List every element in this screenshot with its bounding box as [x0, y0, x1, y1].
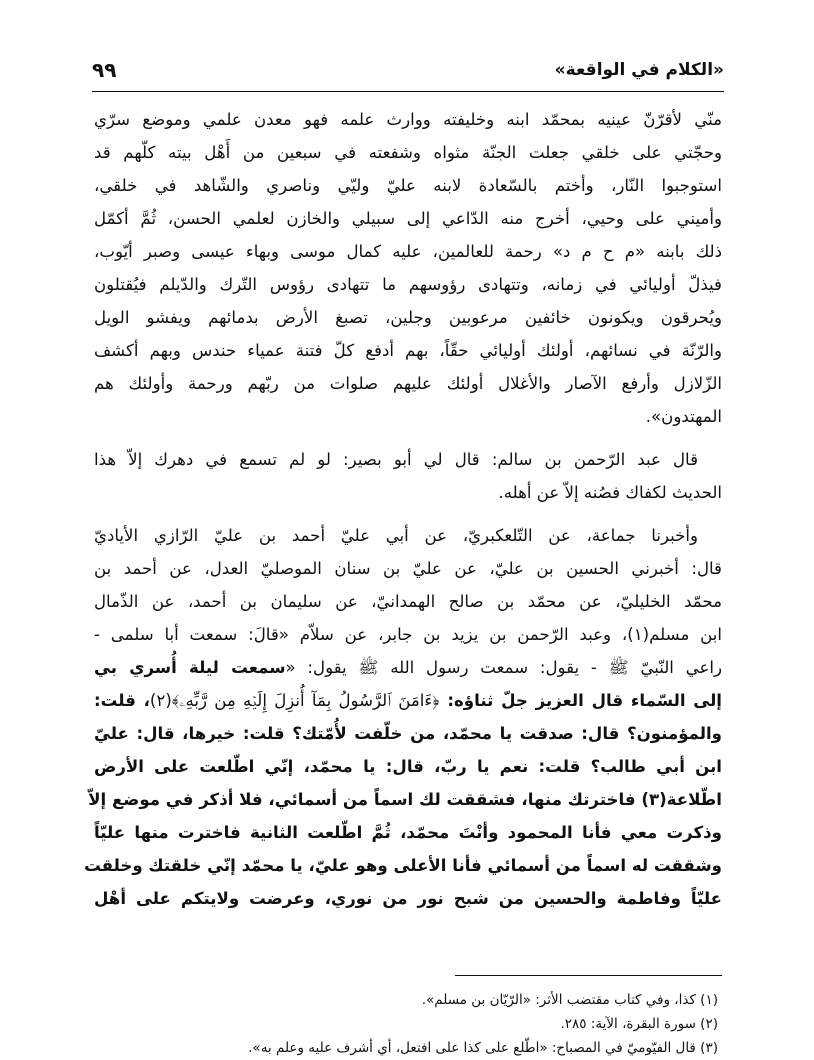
text-line	[94, 334, 722, 367]
text-segment: وذكرت معي فأنا المحمود وأنْتَ محمّد، ثُمَّ اطّلعت الثانية فاخترت منها عليّاً	[94, 823, 722, 842]
text-line	[94, 169, 722, 202]
text-segment: محمّد الخليليّ، عن محمّد بن صالح الهمدانيّ، عن سليمان بن أحمد، عن الذّمال	[94, 592, 722, 611]
text-line	[94, 750, 722, 783]
text-segment: وشققت له اسماً من أسمائي فأنا الأعلى وهو عليّ، يا محمّد إنّي خلقتك وخلقت	[84, 856, 722, 875]
text-segment: قال: أخبرني الحسين بن عليّ، عن عليّ بن سنان الموصليّ العدل، عن أحمد بن	[94, 559, 722, 578]
text-line	[94, 202, 722, 235]
text-segment: استوجبوا النّار، وأختم بالسّعادة لابنه عليّ وليّي وناصري والشّاهد في خلقي،	[94, 176, 722, 195]
footnotes	[94, 988, 722, 1060]
text-segment: وحجّتي على خلقي جعلت الجنّة مثواه وشفعته في سبعين من أَهْل بيته كلّهم قد	[94, 143, 722, 162]
text-segment: فيذلّ أوليائي في زمانه، وتتهادى رؤوسهم ما تتهادى رؤوس التّرك والدّيلم فيُقتلون	[94, 275, 722, 294]
header-rule	[92, 91, 724, 92]
text-segment: سمعت ليلة أُسري بي	[94, 658, 286, 677]
text-line	[94, 268, 722, 301]
text-segment: المهتدون».	[645, 407, 722, 426]
text-line	[94, 552, 722, 585]
footnote: (١) كذا، وفي كتاب مقتضب الأثر: «الرّيّان بن مسلم».	[421, 992, 718, 1008]
text-segment: اطّلاعة(٣) فاخترتك منها، فشققت لك اسماً من أسمائي، فلا أذكر في موضع إلاّ	[88, 790, 722, 809]
footnote: (٣) قال الفيّوميّ في المصباح: «اطّلع على كذا على افتعل، أي أشرف عليه وعلم به».	[248, 1040, 718, 1056]
text-line	[94, 519, 722, 552]
text-segment: ابن مسلم(١)، وعبد الرّحمن بن يزيد بن جابر، عن سلاّم «قالَ: سمعت أبا سلمى -	[94, 625, 723, 644]
text-segment: والمؤمنون؟ قال: صدقت يا محمّد، من خلّفت لأُمّتك؟ قلت: خيرها، قال: عليّ	[94, 724, 722, 743]
text-line	[94, 882, 722, 915]
text-line	[94, 816, 722, 849]
page-header	[92, 58, 724, 90]
text-line	[94, 476, 722, 509]
text-line	[94, 651, 722, 684]
text-segment: قال عبد الرّحمن بن سالم: قال لي أبو بصير: لو لم تسمع في دهرك إلاّ هذا	[94, 450, 698, 469]
text-segment: ذلك بابنه «م ح م د» رحمة للعالمين، عليه كمال موسى وبهاء عيسى وصبر أيّوب،	[94, 242, 722, 261]
text-segment: والرّنّة في نسائهم، أولئك أوليائي حقّاً، بهم أدفع كلّ فتنة عمياء حندس وبهم أكشف	[94, 341, 722, 360]
text-line	[94, 585, 722, 618]
text-line	[94, 301, 722, 334]
text-segment: منّي لأقرّنّ عينيه بمحمّد ابنه وخليفته ووارث علمه فهو معدن علمي وموضع سرّي	[94, 110, 722, 129]
text-line	[94, 618, 722, 651]
footnote: (٢) سورة البقرة، الآية: ٢٨٥.	[560, 1016, 718, 1032]
text-line	[94, 367, 722, 400]
text-line	[94, 684, 722, 717]
footnote-rule	[455, 975, 722, 976]
text-line	[94, 136, 722, 169]
text-segment: راعي النّبيّ ﷺ - يقول: سمعت رسول الله ﷺ يقول: «	[285, 658, 722, 677]
running-title: «الكلام في الواقعة»	[554, 60, 724, 80]
text-line	[94, 717, 722, 750]
body-text	[84, 103, 723, 915]
text-line	[94, 443, 722, 476]
text-line	[94, 235, 722, 268]
text-line	[88, 783, 722, 816]
text-segment: وأخبرنا جماعة، عن التّلعكبريّ، عن أبي عليّ أحمد بن عليّ الرّازي الأياديّ	[94, 526, 698, 545]
text-segment: الحديث لكفاك فصُنه إلاّ عن أهله.	[498, 483, 722, 502]
text-segment: ﴿ءَامَنَ ٱلرَّسُولُ بِمَآ أُنزِلَ إِلَيۡهِ مِن رَّبِّهِۦ﴾(٢)	[149, 691, 440, 710]
text-segment: إلى السّماء قال العزيز جلّ ثناؤه:	[439, 691, 722, 710]
text-segment: وأميني على وحيي، أخرج منه الدّاعي إلى سبيلي والخازن لعلمي الحسن، ثُمَّ أكمّل	[94, 209, 722, 228]
text-line	[94, 103, 722, 136]
text-segment: ابن أبي طالب؟ قلت: نعم يا ربّ، قال: يا محمّد، إنّي اطّلعت على الأرض	[94, 757, 722, 776]
text-segment: الزّلازل وأرفع الآصار والأغلال أولئك عليهم صلوات من ربّهم ورحمة وأولئك هم	[94, 374, 722, 393]
page-number: ٩٩	[92, 58, 117, 82]
text-line	[94, 400, 722, 433]
text-segment: عليّاً وفاطمة والحسين من شبح نور من نوري، وعرضت ولايتكم على أهْل	[94, 889, 722, 908]
text-line	[84, 849, 722, 882]
text-segment: ، قلت:	[94, 691, 150, 710]
text-segment: ويُحرقون ويكونون خائفين مرعوبين وجلين، تصبغ الأرض بدمائهم ويفشو الويل	[94, 308, 722, 327]
